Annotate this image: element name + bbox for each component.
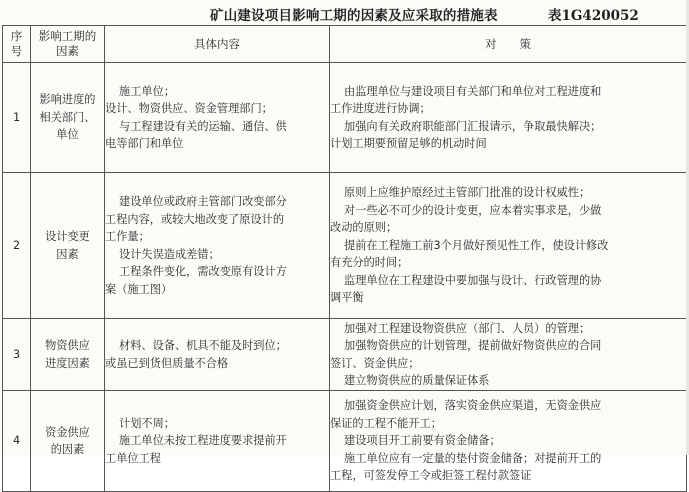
row-number: 2 bbox=[3, 173, 31, 319]
measure-line: 施工单位应有一定量的垫付资金储备；对提前开工的 bbox=[344, 451, 602, 465]
measure-line: 加强资金供应计划，落实资金供应渠道，无资金供应 bbox=[344, 399, 602, 413]
factor-line: 的因素 bbox=[50, 443, 85, 456]
content-line: 工程内容，或较大地改变了原设计的 bbox=[105, 212, 285, 226]
factor-line: 物资供应 bbox=[45, 339, 90, 352]
header-line: 序 bbox=[10, 29, 23, 43]
content-line: 材料、设备、机具不能及时到位； bbox=[119, 339, 287, 352]
row-number: 4 bbox=[3, 391, 31, 492]
measure-line: 保证的工程不能开工； bbox=[330, 416, 442, 430]
content-line: 工程条件变化，需改变原有设计方 bbox=[119, 265, 287, 278]
header-line: 号 bbox=[10, 44, 23, 58]
measure-line: 提前在工程施工前3个月做好预见性工作，使设计修改 bbox=[344, 238, 609, 252]
table-number: 表1G420052 bbox=[548, 8, 639, 24]
factor-line: 资金供应 bbox=[45, 425, 90, 439]
measure-line: 建立物资供应的质量保证体系 bbox=[344, 374, 490, 387]
content-line: 施工单位； bbox=[119, 84, 175, 98]
content-cell bbox=[105, 63, 330, 173]
row-number: 3 bbox=[3, 319, 31, 391]
factor-cell bbox=[31, 319, 105, 391]
measure-line: 计划工期要预留足够的机动时间 bbox=[330, 137, 487, 150]
table-row bbox=[3, 319, 687, 391]
header-measure bbox=[330, 26, 687, 63]
content-cell bbox=[105, 319, 330, 391]
document-title: 矿山建设项目影响工期的因素及应采取的措施表 bbox=[210, 8, 498, 24]
row-number: 1 bbox=[3, 63, 31, 173]
factor-cell bbox=[31, 63, 105, 173]
measure-line: 由监理单位与建设项目有关部门和单位对工程进度和 bbox=[344, 84, 602, 98]
measure-cell bbox=[330, 391, 687, 492]
measures-table bbox=[2, 25, 687, 492]
measure-line: 加强物资供应的计划管理，提前做好物资供应的合同 bbox=[344, 339, 602, 352]
content-line: 工单位工程 bbox=[105, 451, 161, 465]
measure-cell bbox=[330, 319, 687, 391]
factor-line: 相关部门、 bbox=[39, 110, 96, 124]
content-line: 电等部门和单位 bbox=[105, 137, 184, 150]
table-row bbox=[3, 173, 687, 319]
measure-cell bbox=[330, 173, 687, 319]
header-line: 影响工期的 bbox=[38, 29, 97, 43]
factor-line: 影响进度的 bbox=[39, 93, 96, 107]
measure-line: 加强对工程建设物资供应（部门、人员）的管理； bbox=[344, 321, 591, 335]
measure-line: 改动的原则； bbox=[330, 221, 398, 235]
content-line: 案（施工图） bbox=[105, 282, 173, 296]
measure-line: 建设项目开工前要有资金储备； bbox=[344, 434, 501, 448]
measure-line: 对一些必不可少的设计变更，应本着实事求是，少做 bbox=[344, 203, 602, 217]
measure-line: 调平衡 bbox=[330, 291, 364, 305]
content-line: 施工单位未按工程进度要求提前开 bbox=[119, 434, 287, 448]
measure-line: 加强向有关政府职能部门汇报请示，争取最快解决； bbox=[344, 119, 602, 133]
content-line: 计划不周； bbox=[119, 416, 175, 430]
header-line: 对 策 bbox=[485, 36, 531, 51]
table-row bbox=[3, 63, 687, 173]
content-line: 与工程建设有关的运输、通信、供 bbox=[119, 119, 287, 133]
factor-line: 因素 bbox=[56, 247, 79, 261]
measure-cell bbox=[330, 63, 687, 173]
table-body bbox=[3, 63, 687, 492]
factor-cell bbox=[31, 173, 105, 319]
title-row bbox=[0, 4, 689, 24]
factor-line: 设计变更 bbox=[45, 230, 90, 243]
factor-cell bbox=[31, 391, 105, 492]
measure-line: 工程，可签发停工令或拒签工程付款签证 bbox=[330, 469, 532, 483]
measure-line: 有充分的时间； bbox=[330, 256, 409, 270]
content-line: 工作量； bbox=[105, 230, 150, 243]
factor-line: 进度因素 bbox=[45, 356, 90, 370]
content-line: 建设单位或政府主管部门改变部分 bbox=[119, 195, 287, 208]
content-line: 或虽已到货但质量不合格 bbox=[105, 356, 229, 370]
content-cell bbox=[105, 173, 330, 319]
header-line: 具体内容 bbox=[194, 36, 240, 51]
factor-line: 单位 bbox=[56, 128, 79, 142]
header-number bbox=[3, 26, 31, 63]
content-line: 设计、物资供应、资金管理部门； bbox=[105, 102, 273, 115]
header-content bbox=[105, 26, 330, 63]
header-factor bbox=[31, 26, 105, 63]
measure-line: 工作进度进行协调； bbox=[330, 102, 431, 115]
measure-line: 原则上应维护原经过主管部门批准的设计权威性； bbox=[344, 186, 591, 200]
table-row bbox=[3, 391, 687, 492]
content-line: 设计失误造成差错； bbox=[119, 247, 220, 261]
table-header-row bbox=[3, 26, 687, 63]
header-line: 因素 bbox=[56, 44, 79, 58]
measure-line: 监理单位在工程建设中要加强与设计、行政管理的协 bbox=[344, 273, 602, 287]
content-cell bbox=[105, 391, 330, 492]
measure-line: 签订、资金供应； bbox=[330, 356, 420, 370]
